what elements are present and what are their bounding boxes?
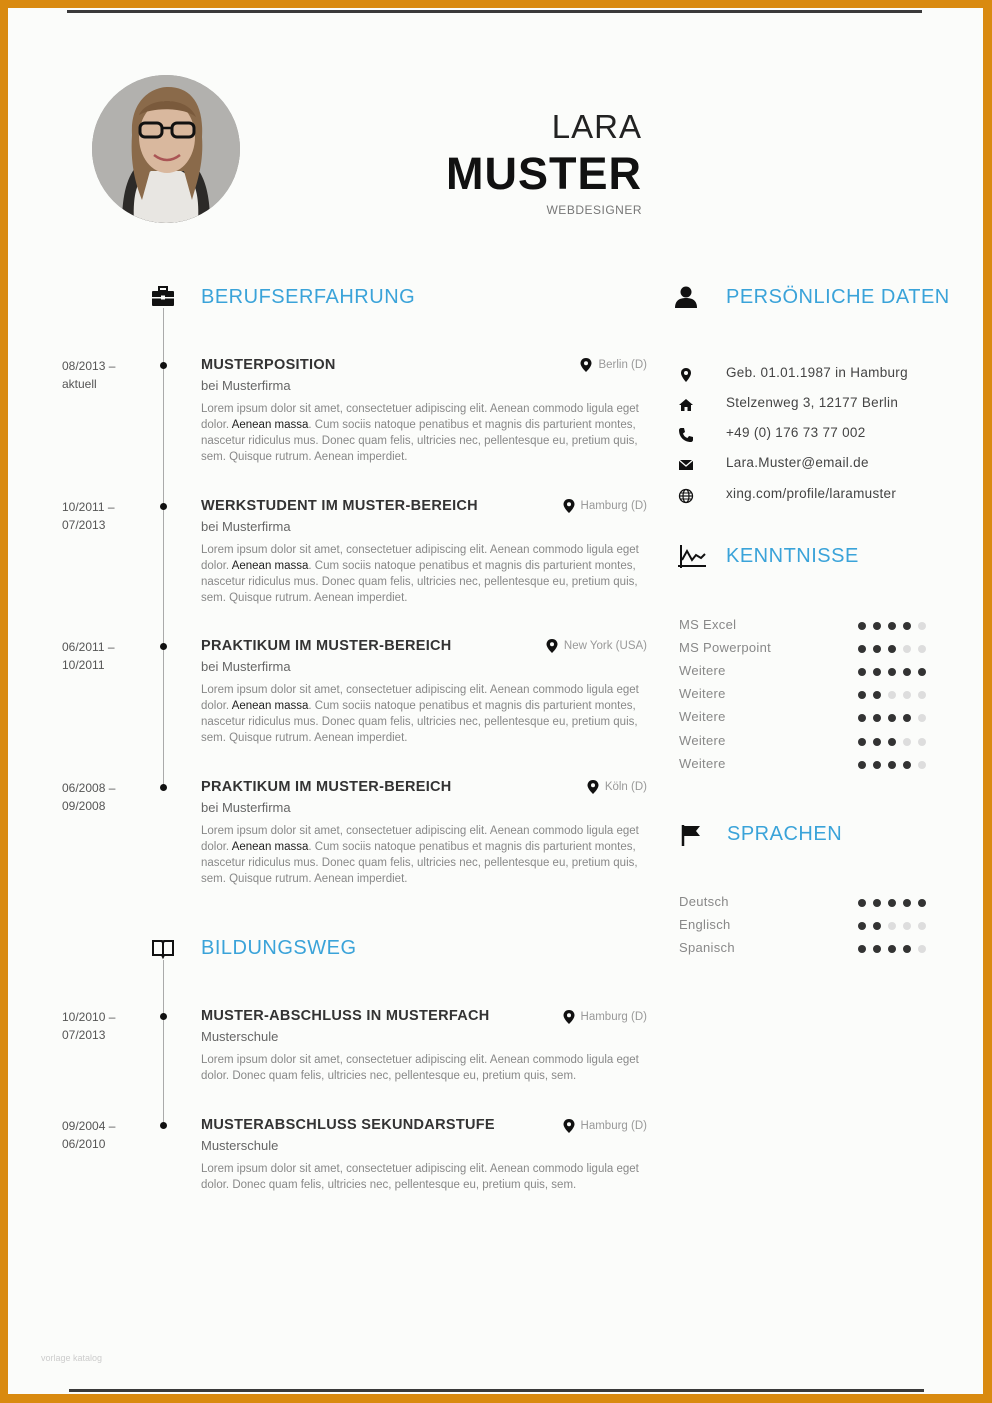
entry-description [201, 542, 641, 606]
entry-title: MUSTER-ABSCHLUSS IN MUSTERFACH [201, 1008, 490, 1024]
skill-row [679, 733, 926, 751]
skill-row [679, 686, 926, 704]
rating-dots [858, 645, 926, 653]
resume-page [8, 8, 983, 1394]
rating-dot [888, 622, 896, 630]
rating-dot [858, 922, 866, 930]
entry-location [563, 1010, 647, 1024]
rating-dot [858, 761, 866, 769]
entry-description [201, 401, 641, 465]
rating-dot [873, 622, 881, 630]
location-pin-icon [678, 367, 694, 383]
rating-dots [858, 899, 926, 907]
rating-dot [903, 622, 911, 630]
first-name: LARA [551, 108, 642, 145]
rating-dot [858, 738, 866, 746]
timeline-dot [160, 1013, 167, 1020]
entry-description: Lorem ipsum dolor sit amet, consectetuer adipiscing elit. Aenean commodo ligula eget dolor. Donec quam felis, ultricies nec, pellentesque eu, pretium quis, sem. [201, 1054, 639, 1082]
section-title-languages: SPRACHEN [727, 823, 843, 845]
rating-dots [858, 922, 926, 930]
skill-row [679, 756, 926, 774]
rating-dot [888, 899, 896, 907]
skill-label: Weitere [679, 663, 726, 678]
entry-date: 06/2011 – 10/2011 [62, 640, 115, 672]
entry-title: PRAKTIKUM IM MUSTER-BEREICH [201, 638, 452, 654]
entry-date: 09/2004 – 06/2010 [62, 1119, 116, 1151]
rating-dots [858, 668, 926, 676]
rating-dot [888, 945, 896, 953]
description-emphasis: Aenean massa [231, 700, 309, 712]
skill-label: Weitere [679, 686, 726, 701]
location-pin-icon [563, 1119, 575, 1133]
rating-dot [858, 645, 866, 653]
mail-icon [678, 457, 694, 473]
rating-dot [918, 714, 926, 722]
section-title-education: BILDUNGSWEG [201, 937, 357, 959]
rating-dot [903, 899, 911, 907]
entry-description [201, 682, 641, 746]
personal-data-row [678, 486, 938, 506]
timeline-dot [160, 362, 167, 369]
timeline-dot [160, 643, 167, 650]
skill-label: Weitere [679, 709, 726, 724]
rating-dot [918, 922, 926, 930]
rating-dots [858, 714, 926, 722]
language-label: Spanisch [679, 940, 735, 955]
entry-company: bei Musterfirma [201, 800, 291, 815]
rating-dot [873, 714, 881, 722]
home-icon [678, 397, 694, 413]
entry-description: Lorem ipsum dolor sit amet, consectetuer adipiscing elit. Aenean commodo ligula eget dolor. Donec quam felis, ultricies nec, pellentesque eu, pretium quis, sem. [201, 1163, 639, 1191]
rating-dot [918, 668, 926, 676]
timeline-dot [160, 784, 167, 791]
globe-icon [678, 488, 694, 504]
description-text: Lorem ipsum dolor sit amet, consectetuer adipiscing elit. Aenean commodo ligula eget dolor. [201, 544, 639, 572]
location-pin-icon [580, 358, 592, 372]
rating-dot [903, 738, 911, 746]
watermark: vorlage katalog [41, 1353, 103, 1363]
person-icon [674, 285, 698, 309]
description-text: Lorem ipsum dolor sit amet, consectetuer adipiscing elit. Aenean commodo ligula eget dolor. [201, 403, 639, 431]
rating-dot [918, 691, 926, 699]
rating-dot [873, 691, 881, 699]
timeline-line-experience [163, 308, 164, 786]
rating-dot [858, 691, 866, 699]
entry-company: bei Musterfirma [201, 659, 291, 674]
entry-description [201, 823, 641, 887]
entry-location [580, 358, 647, 372]
language-label: Englisch [679, 917, 731, 932]
description-emphasis: Aenean massa [231, 841, 309, 853]
rating-dot [903, 668, 911, 676]
rating-dots [858, 691, 926, 699]
skill-label: Weitere [679, 756, 726, 771]
entry-location [563, 499, 647, 513]
rating-dot [873, 645, 881, 653]
entry-location-text: Berlin (D) [598, 359, 647, 371]
rating-dot [903, 691, 911, 699]
rating-dot [888, 738, 896, 746]
entry-date: 08/2013 – aktuell [62, 359, 116, 391]
skill-label: Weitere [679, 733, 726, 748]
personal-data-text: Geb. 01.01.1987 in Hamburg [726, 365, 908, 380]
rating-dot [888, 691, 896, 699]
rating-dot [888, 645, 896, 653]
rating-dot [903, 761, 911, 769]
personal-data-text: xing.com/profile/laramuster [726, 486, 897, 501]
location-pin-icon [546, 639, 558, 653]
rating-dot [918, 899, 926, 907]
rating-dot [903, 945, 911, 953]
rating-dot [858, 668, 866, 676]
phone-icon [678, 427, 694, 443]
entry-company: bei Musterfirma [201, 378, 291, 393]
rating-dots [858, 622, 926, 630]
rating-dot [918, 622, 926, 630]
description-text: . Cum sociis natoque penatibus et magnis dis parturient montes, nascetur ridiculus mus. Donec quam felis, ultricies nec, pellentesque eu, pretium quis, sem. Quisque rutrum. Aenean imperdiet. [201, 841, 638, 885]
rating-dot [888, 761, 896, 769]
entry-title: WERKSTUDENT IM MUSTER-BEREICH [201, 498, 478, 514]
rating-dot [873, 761, 881, 769]
skill-row [679, 617, 926, 635]
location-pin-icon [587, 780, 599, 794]
personal-data-row [678, 425, 938, 445]
description-text: . Cum sociis natoque penatibus et magnis dis parturient montes, nascetur ridiculus mus. Donec quam felis, ultricies nec, pellentesque eu, pretium quis, sem. Quisque rutrum. Aenean imperdiet. [201, 700, 638, 744]
section-title-experience: BERUFSERFAHRUNG [201, 286, 416, 308]
location-pin-icon [563, 1010, 575, 1024]
job-title: WEBDESIGNER [546, 203, 642, 217]
rating-dots [858, 738, 926, 746]
rating-dot [888, 714, 896, 722]
bottom-divider [69, 1389, 924, 1392]
timeline-dot [160, 503, 167, 510]
description-text: Lorem ipsum dolor sit amet, consectetuer adipiscing elit. Aenean commodo ligula eget dolor. [201, 825, 639, 853]
flag-icon [680, 823, 704, 847]
personal-data-text: Stelzenweg 3, 12177 Berlin [726, 395, 899, 410]
personal-data-text: Lara.Muster@email.de [726, 455, 869, 470]
rating-dots [858, 761, 926, 769]
entry-title: PRAKTIKUM IM MUSTER-BEREICH [201, 779, 452, 795]
entry-company: bei Musterfirma [201, 519, 291, 534]
rating-dot [918, 738, 926, 746]
rating-dot [918, 645, 926, 653]
description-emphasis: Aenean massa [231, 419, 309, 431]
timeline-dot [160, 1122, 167, 1129]
timeline-line-education [163, 960, 164, 1122]
profile-photo [92, 75, 240, 223]
rating-dot [873, 945, 881, 953]
rating-dot [858, 945, 866, 953]
rating-dot [903, 645, 911, 653]
personal-data-row [678, 395, 938, 415]
rating-dots [858, 945, 926, 953]
skill-row [679, 709, 926, 727]
entry-school: Musterschule [201, 1029, 279, 1044]
rating-dot [918, 761, 926, 769]
rating-dot [903, 922, 911, 930]
entry-location-text: Köln (D) [604, 781, 647, 793]
personal-data-row [678, 455, 938, 475]
language-row [679, 894, 926, 912]
skill-label: MS Excel [679, 617, 737, 632]
entry-location-text: Hamburg (D) [580, 500, 647, 512]
entry-location [563, 1119, 647, 1133]
rating-dot [858, 899, 866, 907]
entry-date: 06/2008 – 09/2008 [62, 781, 116, 813]
entry-location [587, 780, 647, 794]
rating-dot [858, 714, 866, 722]
description-text: . Cum sociis natoque penatibus et magnis dis parturient montes, nascetur ridiculus mus. Donec quam felis, ultricies nec, pellentesque eu, pretium quis, sem. Quisque rutrum. Aenean imperdiet. [201, 419, 638, 463]
entry-location-text: Hamburg (D) [580, 1120, 647, 1132]
entry-location [546, 639, 647, 653]
section-title-personal: PERSÖNLICHE DATEN [726, 286, 950, 308]
skill-row [679, 663, 926, 681]
entry-title: MUSTERABSCHLUSS SEKUNDARSTUFE [201, 1117, 495, 1133]
rating-dot [918, 945, 926, 953]
entry-date: 10/2010 – 07/2013 [62, 1010, 116, 1042]
description-text: Lorem ipsum dolor sit amet, consectetuer adipiscing elit. Aenean commodo ligula eget dolor. [201, 684, 639, 712]
skill-label: MS Powerpoint [679, 640, 772, 655]
top-divider [67, 10, 922, 13]
language-row [679, 917, 926, 935]
chart-line-icon [678, 544, 706, 570]
entry-location-text: Hamburg (D) [580, 1011, 647, 1023]
language-row [679, 940, 926, 958]
entry-title: MUSTERPOSITION [201, 357, 336, 373]
skill-row [679, 640, 926, 658]
entry-date: 10/2011 – 07/2013 [62, 500, 115, 532]
briefcase-icon [151, 285, 175, 309]
location-pin-icon [563, 499, 575, 513]
entry-school: Musterschule [201, 1138, 279, 1153]
personal-data-text: +49 (0) 176 73 77 002 [726, 425, 866, 440]
entry-location-text: New York (USA) [563, 640, 647, 652]
description-emphasis: Aenean massa [231, 560, 309, 572]
rating-dot [873, 738, 881, 746]
last-name: MUSTER [446, 148, 642, 199]
rating-dot [903, 714, 911, 722]
rating-dot [873, 899, 881, 907]
language-label: Deutsch [679, 894, 729, 909]
rating-dot [873, 922, 881, 930]
section-title-skills: KENNTNISSE [726, 545, 859, 567]
rating-dot [888, 668, 896, 676]
book-icon [151, 936, 175, 960]
rating-dot [873, 668, 881, 676]
personal-data-row [678, 365, 938, 385]
description-text: . Cum sociis natoque penatibus et magnis dis parturient montes, nascetur ridiculus mus. Donec quam felis, ultricies nec, pellentesque eu, pretium quis, sem. Quisque rutrum. Aenean imperdiet. [201, 560, 638, 604]
rating-dot [888, 922, 896, 930]
rating-dot [858, 622, 866, 630]
